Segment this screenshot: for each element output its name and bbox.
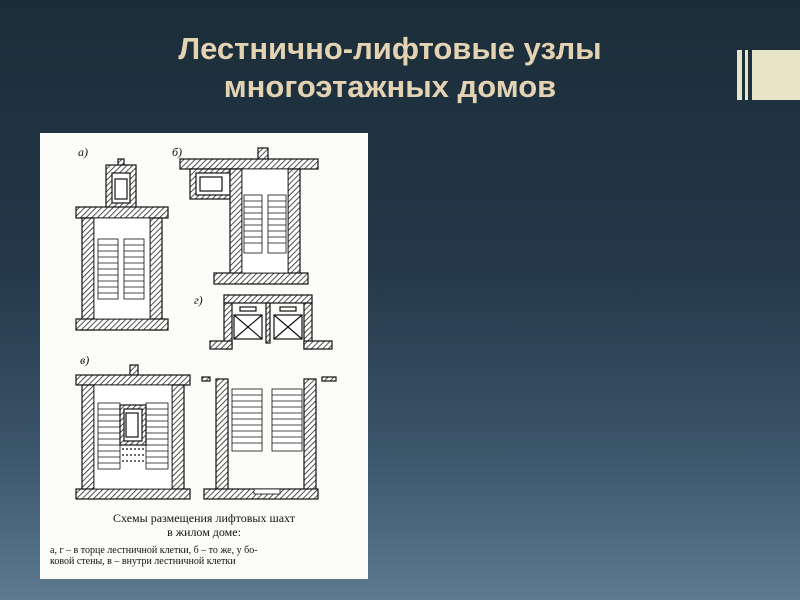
scheme-d-stairs-left: [232, 389, 262, 451]
label-scheme-b: б): [172, 145, 183, 159]
scheme-d: [202, 377, 336, 499]
figure-caption-line1: Схемы размещения лифтовых шахт: [113, 511, 295, 525]
scheme-b-stairs-right: [268, 195, 286, 253]
figure-description-line2: ковой стены, в – внутри лестничной клетки: [50, 556, 236, 567]
label-scheme-v: в): [80, 353, 90, 367]
scheme-d-stairs-right: [272, 389, 302, 451]
label-scheme-a: а): [78, 145, 88, 159]
scheme-v: [76, 365, 190, 499]
scheme-g: [210, 295, 332, 349]
slide-title-line1: Лестнично-лифтовые узлы: [178, 31, 602, 66]
scheme-a-stairs-right: [124, 239, 144, 299]
figure-description: [50, 545, 362, 567]
figure-caption: [40, 511, 368, 539]
figure-caption-line2: в жилом доме:: [167, 525, 241, 539]
scheme-b-stairs-left: [244, 195, 262, 253]
scheme-a: [76, 159, 168, 330]
decorative-block: [752, 50, 800, 100]
slide-title-line2: многоэтажных домов: [223, 69, 557, 104]
floor-plan-figure: [40, 133, 368, 579]
label-scheme-g: г): [194, 293, 203, 307]
scheme-v-stairs-right: [146, 403, 168, 469]
scheme-a-stairs-left: [98, 239, 118, 299]
scheme-v-stairs-left: [98, 403, 120, 469]
decorative-bar: [737, 50, 742, 100]
figure-description-line1: а, г – в торце лестничной клетки, б – то же, у бо-: [50, 545, 258, 556]
slide-title: [90, 30, 690, 106]
decorative-bar-thin: [745, 50, 748, 100]
scheme-b: [180, 148, 318, 284]
